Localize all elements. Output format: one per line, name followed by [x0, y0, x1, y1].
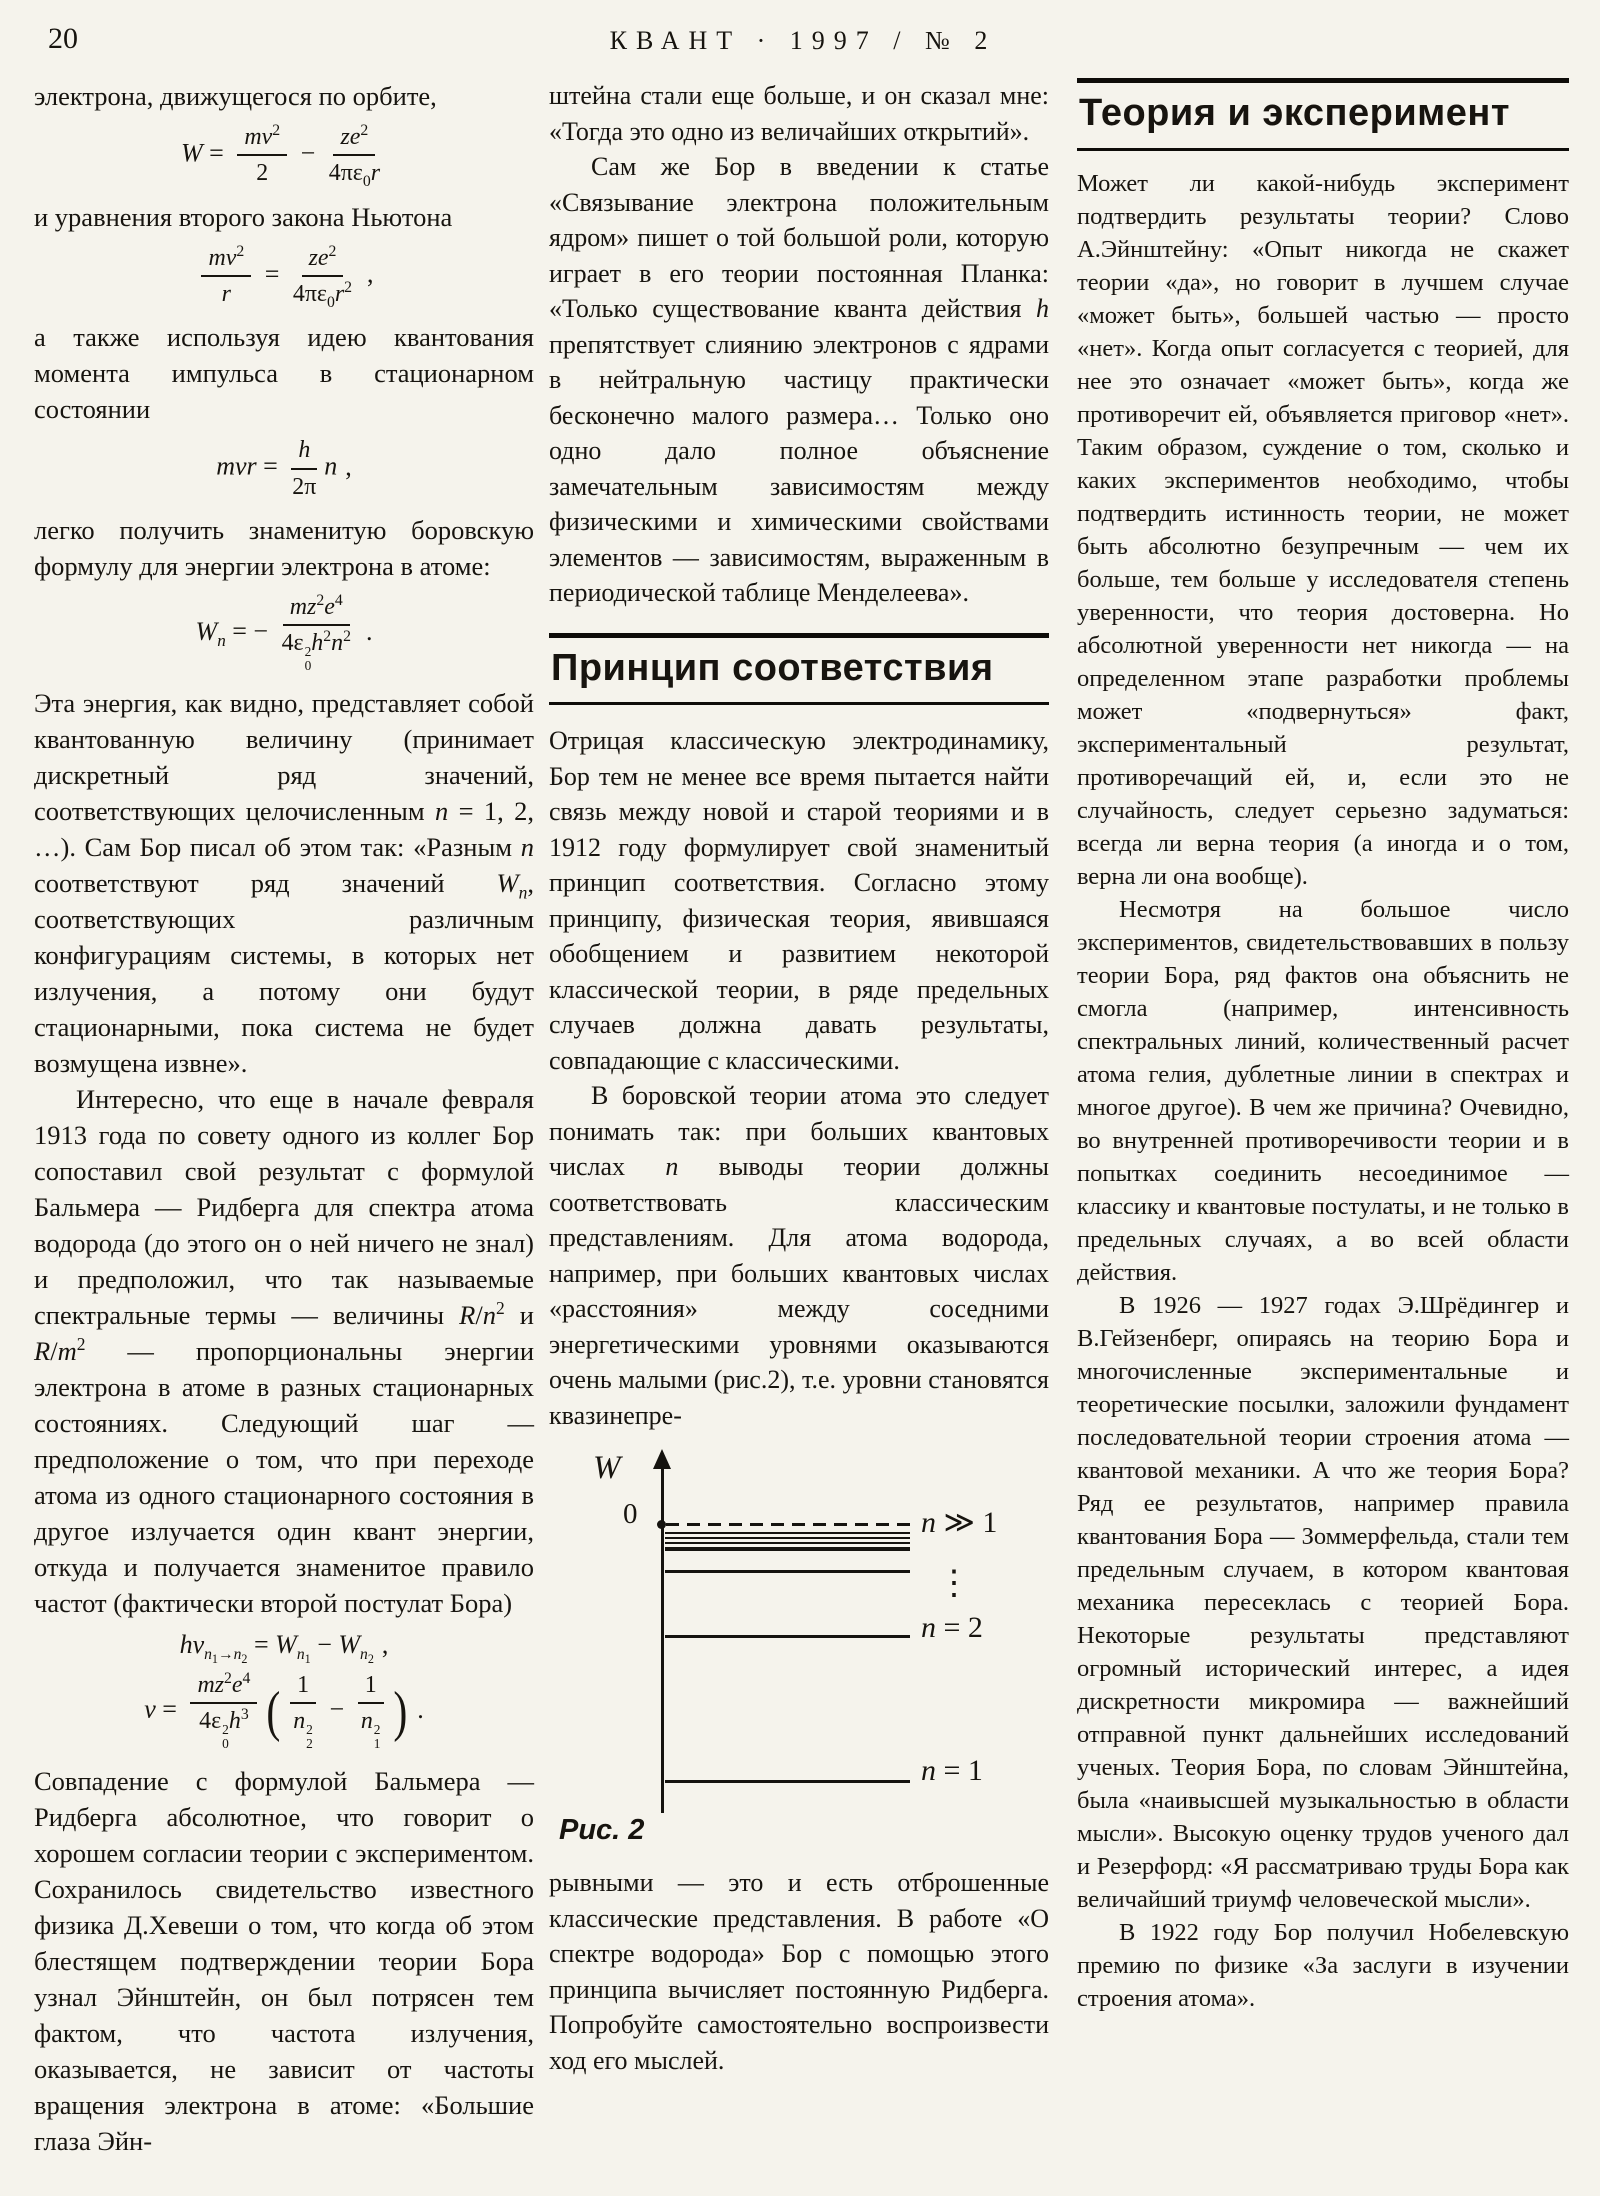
paragraph: Совпадение с формулой Бальмера — Ридберга абсолютное, что говорит о хорошем согласии теории с экспериментом. Сохранилось свидетельство известного физика Д.Хевеши о том, что когда об этом блестящем подтверждении теории Бора узнал Эйнштейн, он был потрясен тем фактом, что частота излучения, оказывается, не зависит от частоты вращения электрона в атоме: «Большие глаза Эйн-	[34, 1766, 534, 2157]
paragraph: В 1926 — 1927 годах Э.Шрёдингер и В.Гейзенберг, опираясь на теорию Бора и многочисленные экспериментальные и теоретические посылки, заложили фундамент последовательной теории строения атома — квантовой механики. А что же теория Бора? Ряд ее результатов, например правила квантования Бора — Зоммерфельда, стали тем предельным случаем, в котором квантовая механика пересеклась с теорией Бора. Некоторые результаты представляют огромный исторический интерес, а идея дискретности микромира — важнейший отправной пункт дальнейших исследований ученых. Теория Бора, по словам Эйнштейна, была «наивысшей музыкальностью в области мысли». Высокую оценку трудов ученого дал и Резерфорд: «Я рассматриваю труды Бора как величайший триумф человеческой мысли».	[1077, 1291, 1569, 1913]
page-number: 20	[48, 22, 78, 55]
paragraph: В 1922 году Бор получил Нобелевскую премию по физике «За заслуги в изучении строения атома».	[1077, 1918, 1569, 2012]
formula-rydberg-frequency: ν = $mz^2e^4$ 4ε 2 0 $h^3$ ( 1 n 2 2 − 1 n 2 1 ) .	[144, 1669, 424, 1752]
paragraph: электрона, движущегося по орбите,	[34, 81, 437, 111]
section-heading-correspondence-principle: Принцип соответствия	[549, 633, 1049, 706]
axis-label-w: W	[593, 1450, 621, 1487]
energy-level-line-n2	[665, 1635, 910, 1638]
energy-level-line	[665, 1547, 910, 1551]
energy-level-line-n1	[665, 1780, 910, 1783]
columns	[34, 78, 1572, 2159]
energy-level-line	[665, 1570, 910, 1573]
page-header	[34, 0, 1572, 78]
level-label-n-much-greater-1: n ≫ 1	[921, 1506, 998, 1540]
column-left	[34, 78, 534, 2159]
level-label-n-2: n = 2	[921, 1611, 983, 1645]
energy-level-line	[665, 1542, 910, 1544]
paragraph: Сам же Бор в введении к статье «Связывание электрона положительным ядром» пишет о той большой роли, которую играет в его теории постоянная Планка: «Только существование кванта действия h препятствует слиянию электронов с ядрами в нейтральную частицу практически бесконечно малого размера… Только оно одно дало полное объяснение замечательным зависимостям между физическими и химическими свойствами элементов — зависимостям, выраженным в периодической таблице Менделеева».	[549, 152, 1049, 607]
zero-tick-label: 0	[623, 1498, 638, 1531]
journal-title: КВАНТ · 1997 / № 2	[609, 26, 997, 55]
paragraph: штейна стали еще больше, и он сказал мне: «Тогда это одно из величайших открытий».	[549, 81, 1049, 146]
paragraph: и уравнения второго закона Ньютона	[34, 201, 453, 232]
energy-level-line	[665, 1532, 910, 1534]
zero-point-dot	[657, 1520, 666, 1529]
paragraph: Может ли какой-нибудь эксперимент подтвердить результаты теории? Слово А.Эйнштейну: «Опыт никогда не скажет теории «да», но говорит в лучшем случае «может быть», большей частью — просто «нет». Когда опыт согласуется с теорией, для нее это означает «может быть», когда же противоречит ей, объявляется приговор «нет». Таким образом, суждение о том, сколько и каких экспериментов необходимо, чтобы подтвердить истинность теории, не может быть абсолютно безупречным — чем их больше, тем больше у исследователя степень уверенности, что теория достоверна. Но абсолютной уверенности нет никогда — на определенном этапе разработки проблемы может «подвернуться» факт, экспериментальный результат, противоречащий ей, и, если это не случайность, следует серьезно задуматься: всегда ли верна теория (а иногда и о том, верна ли она вообще).	[1077, 169, 1569, 890]
energy-axis	[661, 1461, 664, 1813]
formula-newton-second-law: $\frac{mv^2}{r}$ = $\frac{ze^2}{4\pi\varepsilon_0r^2}$ ,	[34, 245, 534, 308]
column-right	[1077, 78, 1569, 2015]
paragraph: Несмотря на большое число экспериментов, свидетельствовавших в пользу теории Бора, ряд фактов она объяснить не смогла (например, интенсивность спектральных линий, количественный расчет атома гелия, дублетные линии в спектрах и многое другое). В чем же причина? Очевидно, во внутренней противоречивости теории и в попытках соединить несоединимое — классику и квантовые постулаты, и не только в предельных случаях, а во всей области действия.	[1077, 895, 1569, 1286]
energy-level-line	[665, 1537, 910, 1539]
paragraph: Отрицая классическую электродинамику, Бор тем не менее все время пытается найти связь между новой и старой теориями и в 1912 году формулирует свой знаменитый принцип соответствия. Согласно этому принципу, физическая теория, явившаяся обобщением и развитием некоторой классической теории, в ряде предельных случаев должна давать результаты, совпадающие с классическими.	[549, 726, 1049, 1075]
figure-2-energy-levels	[549, 1449, 1049, 1855]
formula-bohr-energy: $W_n$ = − $mz^2e^4$ 4ε 2 0 $h^2n^2$ .	[195, 591, 373, 674]
paragraph: рывными — это и есть отброшенные классические представления. В работе «О спектре водорода» Бор с помощью этого принципа вычисляет постоянную Ридберга. Попробуйте самостоятельно воспроизвести ход его мыслей.	[549, 1868, 1049, 2075]
formula-frequency-rule: $h\nu_{n_1\to n_2} = W_{n_1} - W_{n_2}$,	[179, 1630, 389, 1667]
vertical-ellipsis: ⋮	[937, 1565, 971, 1603]
paragraph: Эта энергия, как видно, представляет собой квантованную величину (принимает дискретный ряд значений, соответствующих целочисленным n = 1, 2, …). Сам Бор писал об этом так: «Разным n соответствуют ряд значений $W_n$, соответствующих различным конфигурациям системы, в которых нет излучения, а потому они будут стационарными, пока система не будет возмущена извне».	[34, 688, 534, 1079]
column-middle	[549, 78, 1049, 2078]
formula-angular-momentum-quantization: mvr = $\frac{h}{2\pi}$ n ,	[216, 437, 352, 500]
section-heading-theory-and-experiment: Теория и эксперимент	[1077, 78, 1569, 151]
figure-caption: Рис. 2	[559, 1814, 645, 1847]
paragraph: В боровской теории атома это следует понимать так: при больших квантовых числах n выводы теории должны соответствовать классическим представлениям. Для атома водорода, например, при больших квантовых числах «расстояния» между соседними энергетическими уровнями оказываются очень малыми (рис.2), т.е. уровни становятся квазинепре-	[549, 1081, 1050, 1430]
paragraph: Интересно, что еще в начале февраля 1913 года по совету одного из коллег Бор сопоставил свой результат с формулой Бальмера — Ридберга для спектра атома водорода (до этого он о ней ничего не знал) и предположил, что так называемые спектральные термы — величины $R/n^2$ и $R/m^2$ — пропорциональны энергии электрона в атоме в разных стационарных состояниях. Следующий шаг — предположение о том, что при переходе атома из одного стационарного состояния в другое излучается один квант энергии, откуда и получается знаменитое правило частот (фактически второй постулат Бора)	[34, 1084, 534, 1619]
paragraph: а также используя идею квантования момента импульса в стационарном состоянии	[34, 322, 534, 425]
level-label-n-1: n = 1	[921, 1754, 983, 1788]
paragraph: легко получить знаменитую боровскую формулу для энергии электрона в атоме:	[34, 514, 534, 581]
ionization-limit-dashed-line	[666, 1523, 910, 1526]
formula-total-energy: W = $\frac{mv^2}{2}$ − $\frac{ze^2}{4\pi\varepsilon_0r}$	[180, 122, 381, 191]
